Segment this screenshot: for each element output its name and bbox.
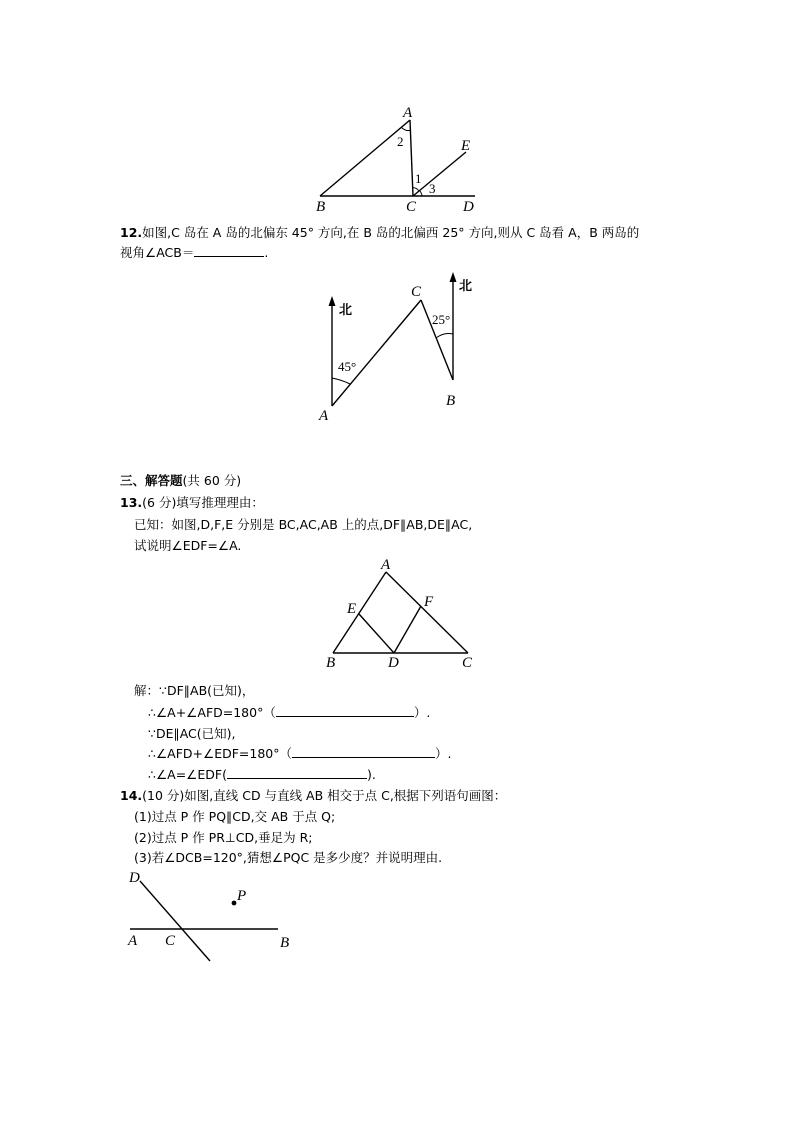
label-a: A — [319, 408, 329, 424]
label-b: B — [280, 935, 290, 951]
label-north-left: 北 — [339, 303, 353, 318]
point-p — [232, 901, 237, 906]
label-a: A — [403, 105, 413, 121]
step-1-text: 解：∵DF∥AB(已知)， — [134, 683, 255, 698]
label-north-right: 北 — [459, 279, 473, 294]
label-d: D — [463, 199, 474, 215]
label-a: A — [128, 933, 138, 949]
label-f: F — [424, 594, 434, 610]
question-14-item-3: (3)若∠DCB=120°,猜想∠PQC 是多少度？并说明理由. — [134, 850, 443, 865]
label-d: D — [129, 870, 140, 886]
label-e: E — [347, 601, 357, 617]
question-14-number: 14. — [120, 788, 143, 803]
question-13-intro — [120, 493, 264, 513]
label-angle-1: 1 — [415, 171, 422, 186]
line-de — [359, 614, 394, 653]
label-c: C — [462, 655, 473, 671]
label-b: B — [326, 655, 336, 671]
question-13-intro-text: (6 分)填写推理理由： — [142, 495, 264, 510]
figure-angles-123 — [300, 100, 500, 215]
angle-arc-2 — [401, 127, 411, 131]
label-a: A — [381, 557, 391, 573]
question-12-answer-prefix: 视角∠ACB＝ — [120, 245, 195, 260]
question-14-intro-text: (10 分)如图,直线 CD 与直线 AB 相交于点 C,根据下列语句画图： — [142, 788, 507, 803]
question-14-item-2: (2)过点 P 作 PR⊥CD,垂足为 R; — [134, 830, 313, 845]
figure-islands — [310, 268, 490, 428]
question-12-line1 — [120, 223, 639, 243]
question-13-step-3 — [148, 724, 236, 744]
label-c: C — [411, 284, 422, 300]
question-12-answer-suffix: . — [264, 245, 269, 260]
step-5-blank[interactable] — [227, 766, 367, 779]
question-12-number: 12. — [120, 225, 143, 240]
label-p: P — [237, 888, 247, 904]
label-b: B — [316, 199, 326, 215]
line-ac — [410, 120, 413, 196]
question-14-intro — [120, 786, 506, 806]
step-2-blank[interactable] — [276, 704, 414, 717]
north-arrowhead-a — [329, 296, 336, 306]
step-4-suffix: ）. — [435, 746, 452, 761]
figure-lines-ab-cd — [120, 866, 300, 966]
label-angle-2: 2 — [397, 134, 404, 149]
label-angle-45: 45° — [338, 359, 357, 374]
step-2-suffix: ）. — [413, 705, 431, 720]
line-ab — [333, 572, 386, 653]
step-4-blank[interactable] — [292, 745, 435, 758]
question-13-step-5 — [148, 765, 376, 785]
label-b: B — [446, 393, 456, 409]
north-arrowhead-b — [450, 272, 457, 282]
angle-arc-b — [436, 334, 453, 339]
label-d: D — [388, 655, 399, 671]
question-13-given: 已知：如图,D,F,E 分别是 BC,AC,AB 上的点,DF∥AB,DE∥AC, — [134, 517, 473, 532]
label-angle-25: 25° — [432, 312, 451, 327]
step-4-text: ∴∠AFD+∠EDF=180°（ — [148, 746, 293, 761]
question-12-line2 — [120, 243, 268, 263]
step-5-text: ∴∠A=∠EDF( — [148, 767, 227, 782]
label-e: E — [461, 138, 471, 154]
step-2-text: ∴∠A+∠AFD=180°（ — [148, 705, 276, 720]
question-13-number: 13. — [120, 495, 143, 510]
label-c: C — [406, 199, 417, 215]
question-13-prove: 试说明∠EDF=∠A. — [134, 538, 242, 553]
angle-arc-a — [332, 378, 350, 384]
section-3-title — [120, 471, 241, 491]
line-ab — [320, 120, 410, 196]
label-angle-3: 3 — [429, 181, 436, 196]
question-13-step-2 — [148, 703, 430, 723]
step-3-text: ∵DE∥AC(已知), — [148, 726, 236, 741]
line-cd — [140, 881, 210, 961]
question-13-step-4 — [148, 744, 452, 764]
question-14-item-1: (1)过点 P 作 PQ∥CD,交 AB 于点 Q; — [134, 809, 336, 824]
step-5-suffix: ). — [366, 767, 376, 782]
section-3-title-bold: 三、解答题 — [120, 473, 183, 488]
question-12-answer-blank[interactable] — [194, 244, 264, 257]
line-df — [394, 606, 421, 653]
section-3-title-rest: (共 60 分) — [182, 473, 242, 488]
figure-triangle-def — [320, 555, 480, 670]
label-c: C — [165, 933, 176, 949]
angle-arc-3 — [420, 191, 422, 196]
line-ac — [386, 572, 468, 653]
question-13-step-1 — [134, 681, 254, 701]
question-12-text: 如图,C 岛在 A 岛的北偏东 45° 方向,在 B 岛的北偏西 25° 方向,则从 C 岛看 A，B 两岛的 — [142, 225, 640, 240]
